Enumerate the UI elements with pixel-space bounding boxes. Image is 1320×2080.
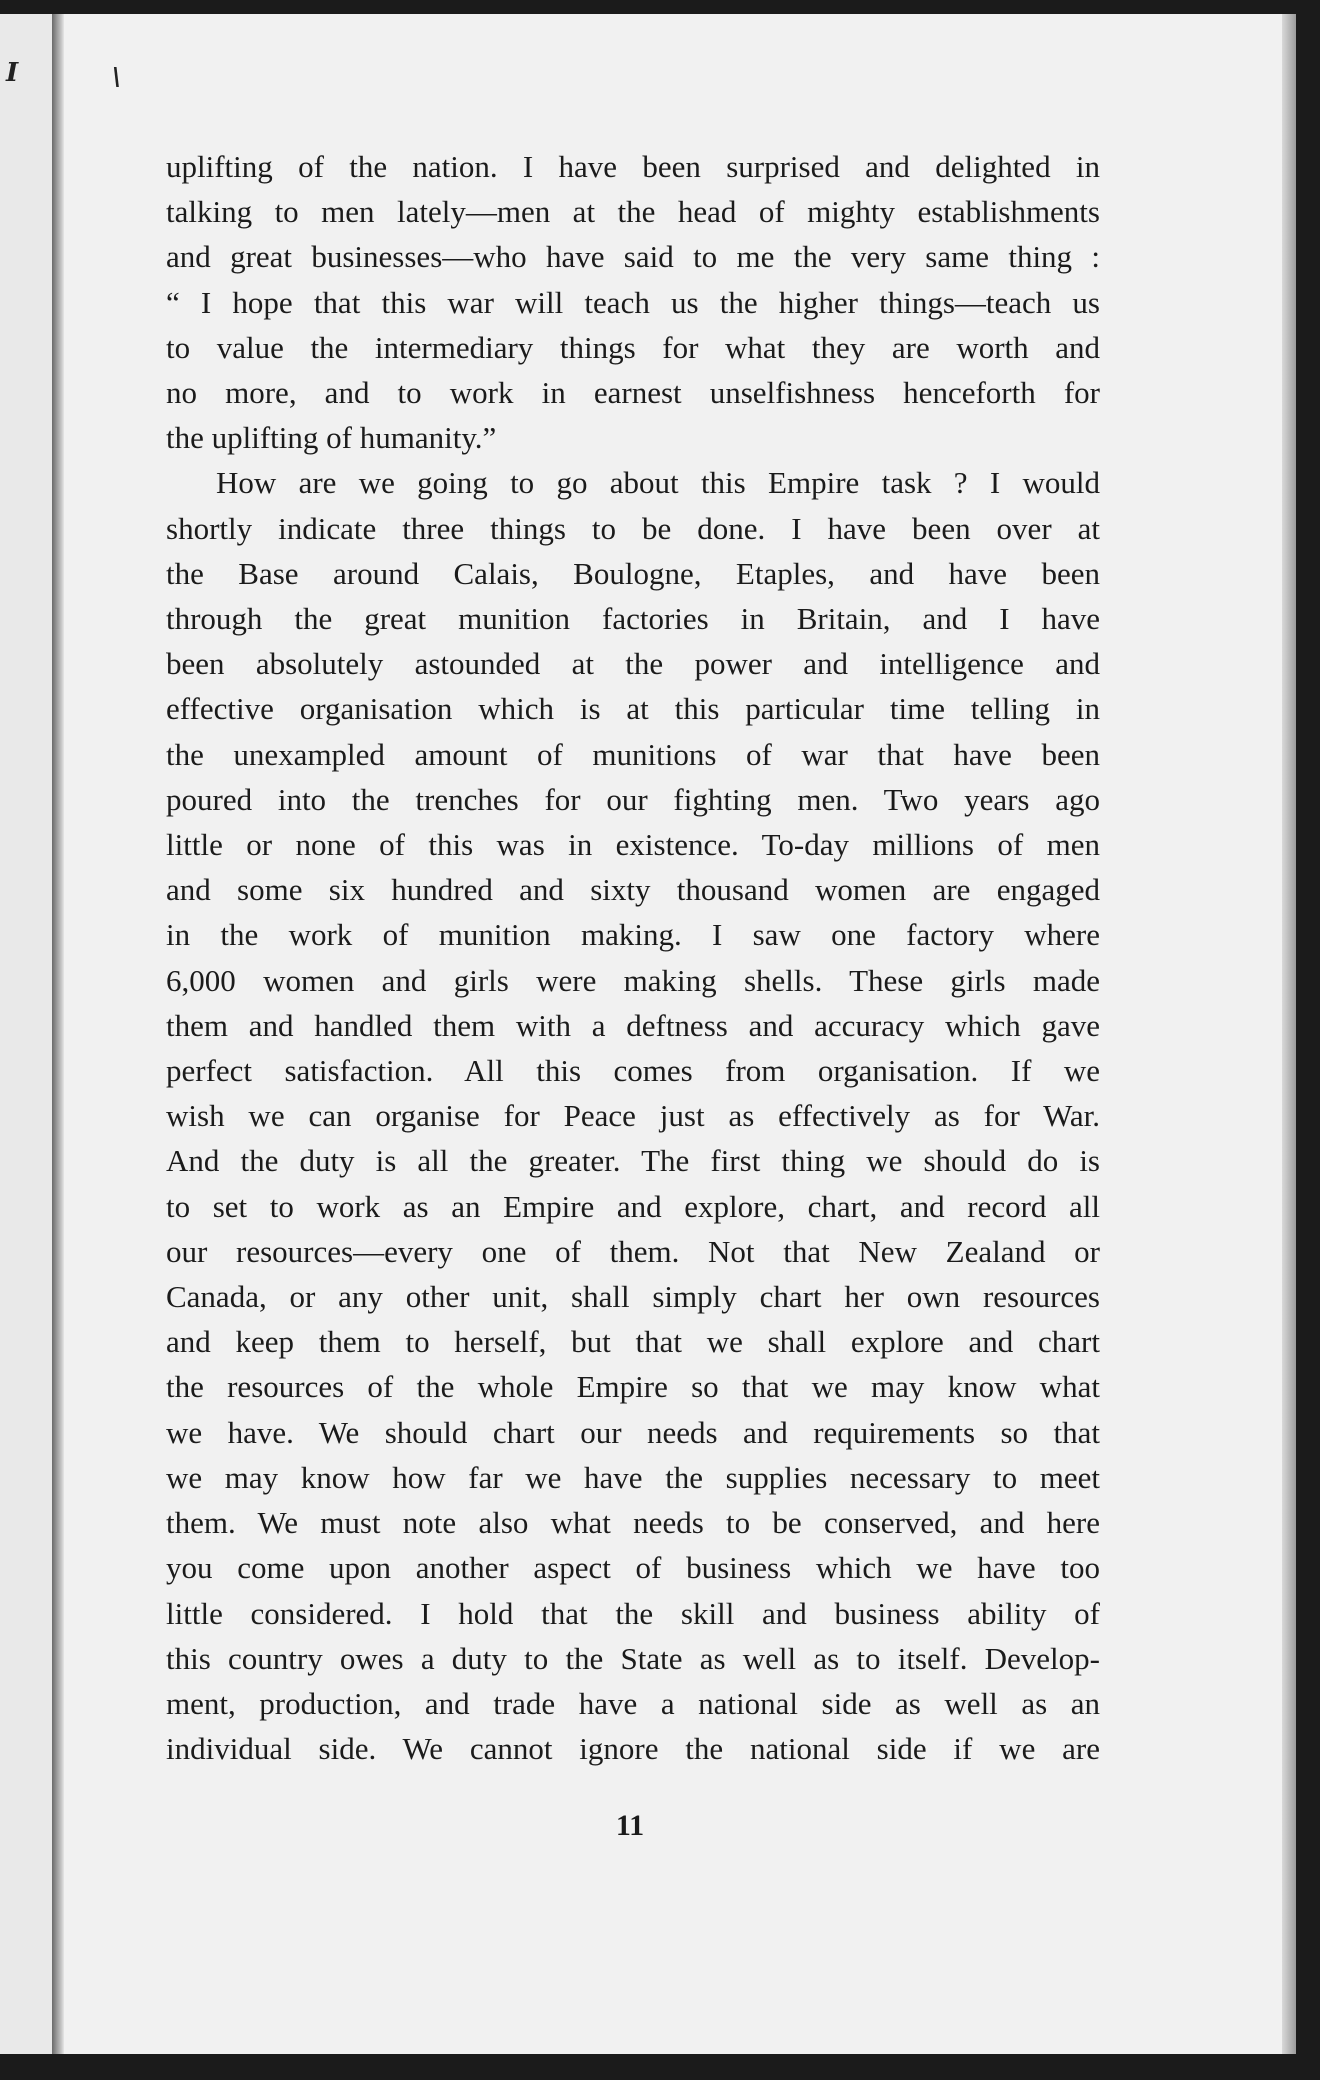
- page-edge-shadow: [1282, 14, 1296, 2054]
- margin-mark: I: [6, 58, 19, 88]
- text-line: poured into the trenches for our fighting men. Two years ago: [166, 781, 1100, 817]
- text-line: little considered. I hold that the skill and business ability of: [166, 1595, 1100, 1631]
- body-text: [166, 144, 1100, 1771]
- text-line: we may know how far we have the supplies necessary to meet: [166, 1459, 1100, 1495]
- paragraph-2: [166, 460, 1100, 1771]
- text-line: How are we going to go about this Empire task ? I would: [216, 465, 1100, 501]
- text-line: little or none of this was in existence. To-day millions of men: [166, 827, 1100, 863]
- text-line: been absolutely astounded at the power and intelligence and: [166, 646, 1100, 682]
- text-line: shortly indicate three things to be done. I have been over at: [166, 510, 1100, 546]
- text-line: and some six hundred and sixty thousand women are engaged: [166, 872, 1100, 908]
- book-page: [0, 14, 1296, 2054]
- text-line: the uplifting of humanity.”: [166, 420, 497, 456]
- text-line: “ I hope that this war will teach us the higher things—teach us: [166, 284, 1100, 320]
- text-line: no more, and to work in earnest unselfishness henceforth for: [166, 375, 1100, 411]
- text-line: individual side. We cannot ignore the national side if we are: [166, 1731, 1100, 1767]
- text-line: uplifting of the nation. I have been surprised and delighted in: [166, 149, 1100, 184]
- text-line: to value the intermediary things for what they are worth and: [166, 329, 1100, 365]
- text-line: talking to men lately—men at the head of mighty establishments: [166, 194, 1100, 230]
- text-line: 6,000 women and girls were making shells. These girls made: [166, 962, 1100, 998]
- text-line: the unexampled amount of munitions of war that have been: [166, 736, 1100, 772]
- page-number: 11: [615, 1809, 645, 1842]
- text-line: And the duty is all the greater. The first thing we should do is: [166, 1143, 1100, 1179]
- text-line: wish we can organise for Peace just as effectively as for War.: [166, 1098, 1100, 1134]
- text-line: our resources—every one of them. Not that New Zealand or: [166, 1233, 1100, 1269]
- text-line: to set to work as an Empire and explore, chart, and record all: [166, 1188, 1100, 1224]
- text-line: and great businesses—who have said to me the very same thing :: [166, 239, 1100, 275]
- text-line: in the work of munition making. I saw one factory where: [166, 917, 1100, 953]
- text-line: we have. We should chart our needs and requirements so that: [166, 1414, 1100, 1450]
- text-line: through the great munition factories in Britain, and I have: [166, 601, 1100, 637]
- text-line: them and handled them with a deftness and accuracy which gave: [166, 1007, 1100, 1043]
- text-line: the resources of the whole Empire so that we may know what: [166, 1369, 1100, 1405]
- text-line: effective organisation which is at this particular time telling in: [166, 691, 1100, 727]
- text-line: them. We must note also what needs to be conserved, and here: [166, 1505, 1100, 1541]
- text-line: and keep them to herself, but that we shall explore and chart: [166, 1324, 1100, 1360]
- text-line: this country owes a duty to the State as well as to itself. Develop-: [166, 1640, 1100, 1676]
- adjacent-page-edge: [0, 14, 52, 2054]
- text-line: perfect satisfaction. All this comes from organisation. If we: [166, 1053, 1100, 1089]
- text-line: ment, production, and trade have a national side as well as an: [166, 1685, 1100, 1721]
- binding-shadow: [52, 14, 64, 2054]
- text-line: you come upon another aspect of business which we have too: [166, 1550, 1100, 1586]
- margin-mark: \: [112, 62, 121, 91]
- paragraph-1: [166, 144, 1100, 460]
- text-line: Canada, or any other unit, shall simply chart her own resources: [166, 1279, 1100, 1315]
- text-line: the Base around Calais, Boulogne, Etaples, and have been: [166, 555, 1100, 591]
